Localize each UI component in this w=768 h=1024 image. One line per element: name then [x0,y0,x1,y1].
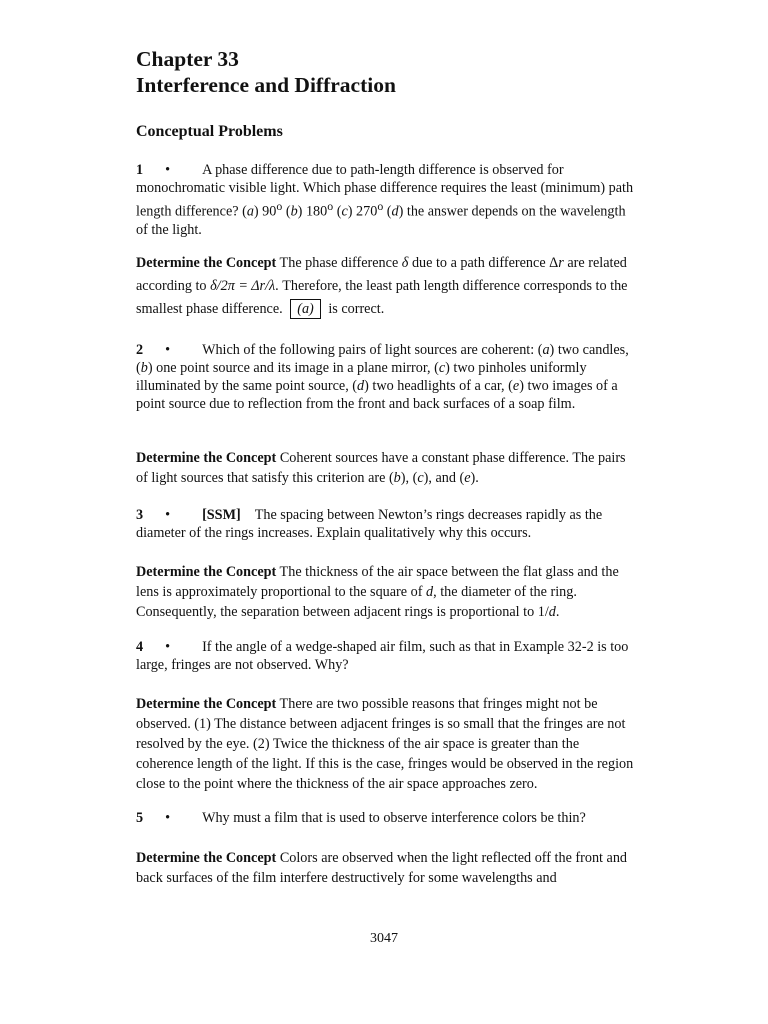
phase-equation: δ/2π = Δr/λ [210,278,276,294]
problem-4-answer: Determine the Concept There are two possible reasons that fringes might not be observed. (1) The distance between adjacent fringes is so small that the fringes are not resolved by the eye. (2) Twice the thickness of the air space is greater than the coherence length of the light. If this is the case, fringes would be observed in the region close to the point where the thickness of the air space approaches zero. [136,696,634,792]
problem-number: 2 [136,342,144,358]
difficulty-bullet: • [165,639,171,655]
problem-number: 5 [136,810,144,826]
page-number: 3047 [370,931,398,946]
chapter-title: Interference and Diffraction [136,73,396,97]
boxed-answer: (a) [290,299,321,319]
problem-3-answer: Determine the Concept The thickness of the air space between the flat glass and the lens is approximately proportional to the square of d, the diameter of the ring. Consequently, the separation between adjacent rings is proportional to 1/d. [136,564,619,620]
problem-3-question: 3 • [SSM] The spacing between Newton’s rings decreases rapidly as the diameter of the rings increases. Explain qualitatively why this occurs. [136,507,603,541]
problem-5-question: 5 • Why must a film that is used to observe interference colors be thin? [136,810,586,826]
problem-2-answer: Determine the Concept Coherent sources have a constant phase difference. The pairs of light sources that satisfy this criterion are (b), (c), and (e). [136,450,626,486]
concept-label: Determine the Concept [136,255,277,271]
difficulty-bullet: • [165,342,171,358]
concept-label: Determine the Concept [136,696,277,712]
concept-label: Determine the Concept [136,850,277,866]
problem-number: 3 [136,507,144,523]
problem-4-question: 4 • If the angle of a wedge-shaped air film, such as that in Example 32-2 is too large, fringes are not observed. Why? [136,639,629,673]
concept-label: Determine the Concept [136,564,277,580]
ssm-tag: [SSM] [202,507,241,523]
concept-label: Determine the Concept [136,450,277,466]
chapter-heading [136,46,636,98]
problem-1-answer: Determine the Concept The phase difference δ due to a path difference Δr are related according to δ/2π = Δr/λ. Therefore, the least path length difference corresponds to the smallest phase difference. (a) is correct. [136,255,628,317]
problem-5-answer: Determine the Concept Colors are observed when the light reflected off the front and back surfaces of the film interfere destructively for some wavelengths and [136,850,628,886]
difficulty-bullet: • [165,810,171,826]
problem-number: 4 [136,639,144,655]
problem-2-question: 2 • Which of the following pairs of light sources are coherent: (a) two candles, (b) one point source and its image in a plane mirror, (c) two pinholes uniformly illuminated by the same point source, (d) two headlights of a car, (e) two images of a point source due to reflection from the front and back surfaces of a soap film. [136,342,629,412]
problem-1-question: 1 • A phase difference due to path-length difference is observed for monochromatic visible light. Which phase difference requires the least (minimum) path length difference? (a) 90$^o$ (b) 180$^o$ (c) 270$^o$ (d) the answer depends on the wavelength of the light. [136,162,634,238]
difficulty-bullet: • [165,507,171,523]
section-heading: Conceptual Problems [136,123,283,140]
difficulty-bullet: • [165,162,171,178]
chapter-number: Chapter 33 [136,47,239,71]
problem-number: 1 [136,162,144,178]
